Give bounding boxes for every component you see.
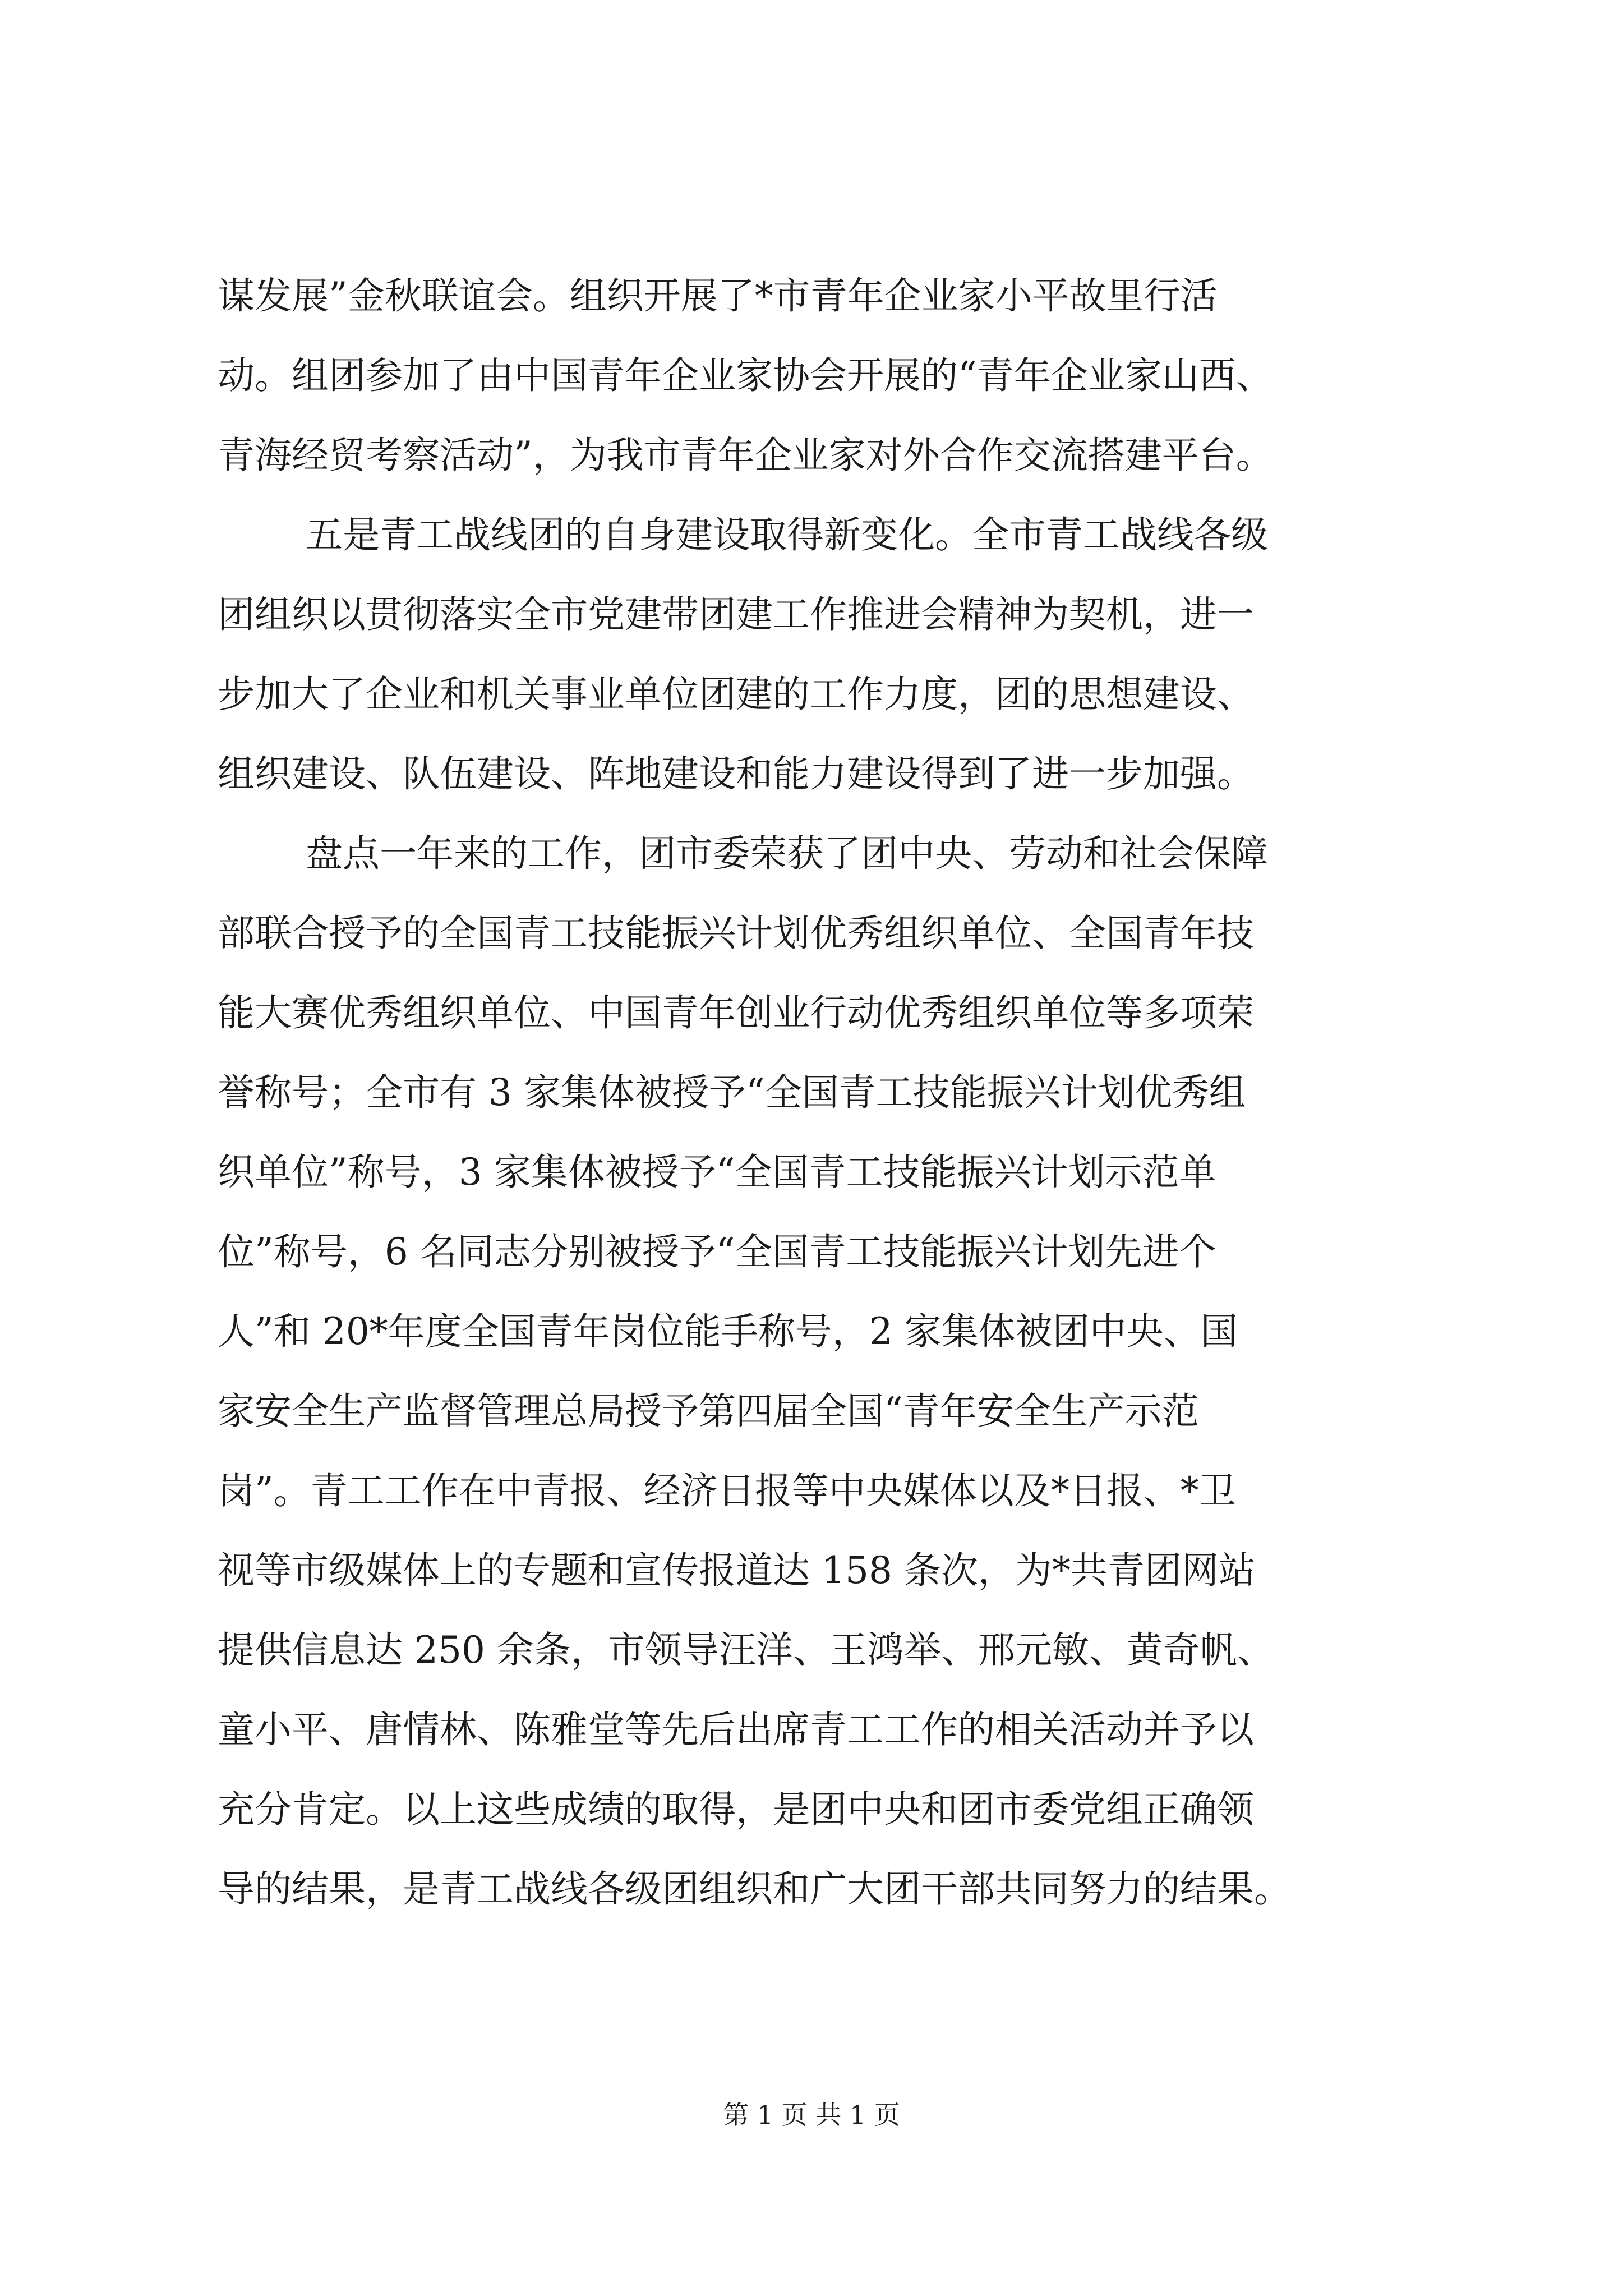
document-page: 谋发展”金秋联谊会。组织开展了*市青年企业家小平故里行活 动。组团参加了由中国青年企业家协会开展的“青年企业家山西、 青海经贸考察活动”，为我市青年企业家对外合作交流搭建平台。 五是青工战线团的自身建设取得新变化。全市青工战线各级 团组织以贯彻落实全市党建带团建工作推进会精神为契机，进一 步加大了企业和机关事业单位团建的工作力度，团的思想建设、 组织建设、队伍建设、阵地建设和能力建设得到了进一步加强。 盘点一年来的工作，团市委荣获了团中央、劳动和社会保障 部联合授予的全国青工技能振兴计划优秀组织单位、全国青年技 能大赛优秀组织单位、中国青年创业行动优秀组织单位等多项荣 誉称号；全市有 3 家集体被授予“全国青工技能振兴计划优秀组 织单位”称号，3 家集体被授予“全国青工技能振兴计划示范单 位”称号，6 名同志分别被授予“全国青工技能振兴计划先进个 人”和 20*年度全国青年岗位能手称号，2 家集体被团中央、国 家安全生产监督管理总局授予第四届全国“青年安全生产示范 岗”。青工工作在中青报、经济日报等中央媒体以及*日报、*卫 视等市级媒体上的专题和宣传报道达 158 条次，为*共青团网站 提供信息达 250 余条，市领导汪洋、王鸿举、邢元敏、黄奇帆、 童小平、唐情林、陈雅堂等先后出席青工工作的相关活动并予以 充分肯定。以上这些成绩的取得，是团中央和团市委党组正确领 导的结果，是青工战线各级团组织和广大团干部共同努力的结果。 第 1 页 共 1 页 — [0, 0, 1623, 2296]
page-number-footer: 第 1 页 共 1 页 — [723, 2100, 900, 2130]
